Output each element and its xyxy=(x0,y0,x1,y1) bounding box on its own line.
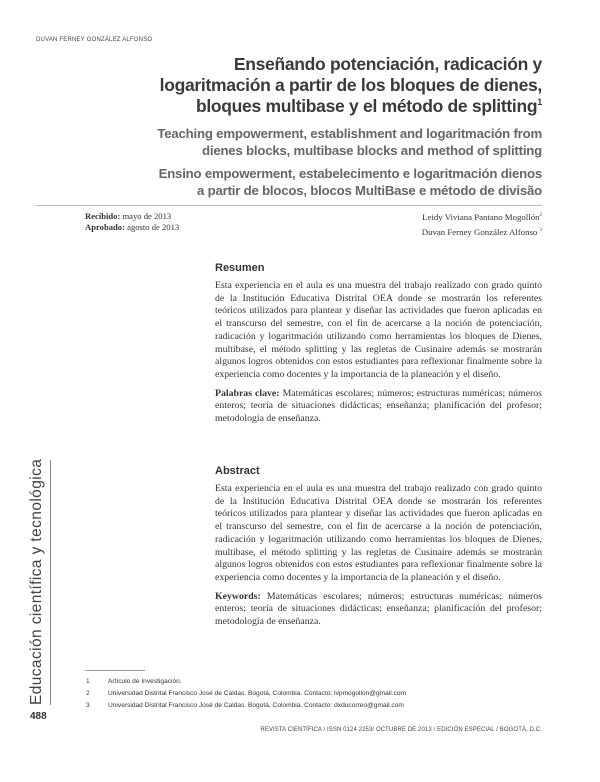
author-list xyxy=(422,209,542,239)
received-date: Recibido: mayo de 2013 xyxy=(85,211,172,221)
footnote: 2 Universidad Distrital Francisco José de Caldas. Bogotá, Colombia. Contacto: lvpmogollon@gmail.com xyxy=(86,690,407,697)
keywords-label: Palabras clave: xyxy=(215,387,280,399)
title-english-line: dienes blocks, multibase blocks and method of splitting xyxy=(202,143,542,158)
page-number: 488 xyxy=(30,711,47,722)
abstract-section xyxy=(215,465,542,629)
title-footnote-mark: 1 xyxy=(537,97,542,108)
footnote: 3 Universidad Distrital Francisco José de Caldas. Bogotá, Colombia. Contacto: dxducorreo@gmail.com xyxy=(86,702,404,709)
article-titles xyxy=(122,54,542,199)
header-divider xyxy=(36,205,542,206)
footnote-rule xyxy=(85,670,145,671)
title-spanish-line: logaritmación a partir de los bloques de dienes, xyxy=(159,75,542,95)
keywords-label: Keywords: xyxy=(215,590,261,602)
footnote: 1 Artículo de Investigación. xyxy=(86,678,182,685)
title-spanish-line: Enseñando potenciación, radicación y xyxy=(233,54,542,74)
running-head: DUVAN FERNEY GONZÁLEZ ALFONSO xyxy=(36,37,153,43)
sidebar-rule xyxy=(50,460,51,705)
title-spanish xyxy=(122,54,542,117)
section-sidebar-label: Educación científica y tecnológica xyxy=(28,458,45,705)
title-portuguese-line: Ensino empowerment, estabelecimento e logaritmación dienos xyxy=(158,166,542,181)
resumen-heading: Resumen xyxy=(215,262,265,274)
footnotes xyxy=(86,676,406,712)
resumen-text: Esta experiencia en el aula es una muestra del trabajo realizado con grado quinto de la Institución Educativa Distrital OEA donde se mostrarán los referentes teóricos utilizados para plantear y diseñar las actividades que fueron aplicadas en el transcurso del semestre, con el fin de acercarse a la noción de potenciación, radicación y logaritmación utilizando como herramientas los bloques de Dienes, multibase, el método splitting y las regletas de Cusinaire además se mostrarán algunos logros obtenidos con estos estudiantes para reflexionar finalmente sobre la experiencia como docentes y la importancia de la planeación y el diseño. xyxy=(215,280,542,380)
abstract-text: Esta experiencia en el aula es una muestra del trabajo realizado con grado quinto de la Institución Educativa Distrital OEA donde se mostrarán los referentes teóricos utilizados para plantear y diseñar las actividades que fueron aplicadas en el transcurso del semestre, con el fin de acercarse a la noción de potenciación, radicación y logaritmación utilizando como herramientas los bloques de Dienes, multibase, el método splitting y las regletas de Cusinaire además se mostrarán algunos logros obtenidos con estos estudiantes para reflexionar finalmente sobre la experiencia como docentes y la importancia de la planeación y el diseño. xyxy=(215,483,542,583)
title-portuguese xyxy=(122,165,542,199)
title-spanish-line: bloques multibase y el método de splitting$^1$ xyxy=(195,96,542,116)
author-name: Duvan Ferney González Alfonso $^3$ xyxy=(421,226,542,237)
approved-date: Aprobado: agosto de 2013 xyxy=(85,222,180,232)
abstract-heading: Abstract xyxy=(215,465,260,477)
title-portuguese-line: a partir de blocos, blocos MultiBase e método de divisão xyxy=(197,183,542,198)
abstract-keywords: Keywords: Matemáticas escolares; números; estructuras numéricas; números enteros; teoría de situaciones didácticas; enseñanza; planificación del profesor; metodología de enseñanza. xyxy=(215,590,542,628)
submission-dates xyxy=(85,211,179,233)
author-name: Leidy Viviana Pantano Mogollón$^2$ xyxy=(422,211,542,222)
resumen-section xyxy=(215,262,542,426)
title-english-line: Teaching empowerment, establishment and logaritmación from xyxy=(157,126,542,141)
resumen-keywords: Palabras clave: Matemáticas escolares; números; estructuras numéricas; números enteros; teoría de situaciones didácticas; enseñanza; planificación del profesor; metodología de enseñanza. xyxy=(215,387,542,425)
journal-footer: REVISTA CIENTÍFICA / ISSN 0124 2253/ OCTUBRE DE 2013 / EDICIÓN ESPECIAL / BOGOTÁ, D.C. xyxy=(260,727,542,733)
title-english xyxy=(122,125,542,159)
